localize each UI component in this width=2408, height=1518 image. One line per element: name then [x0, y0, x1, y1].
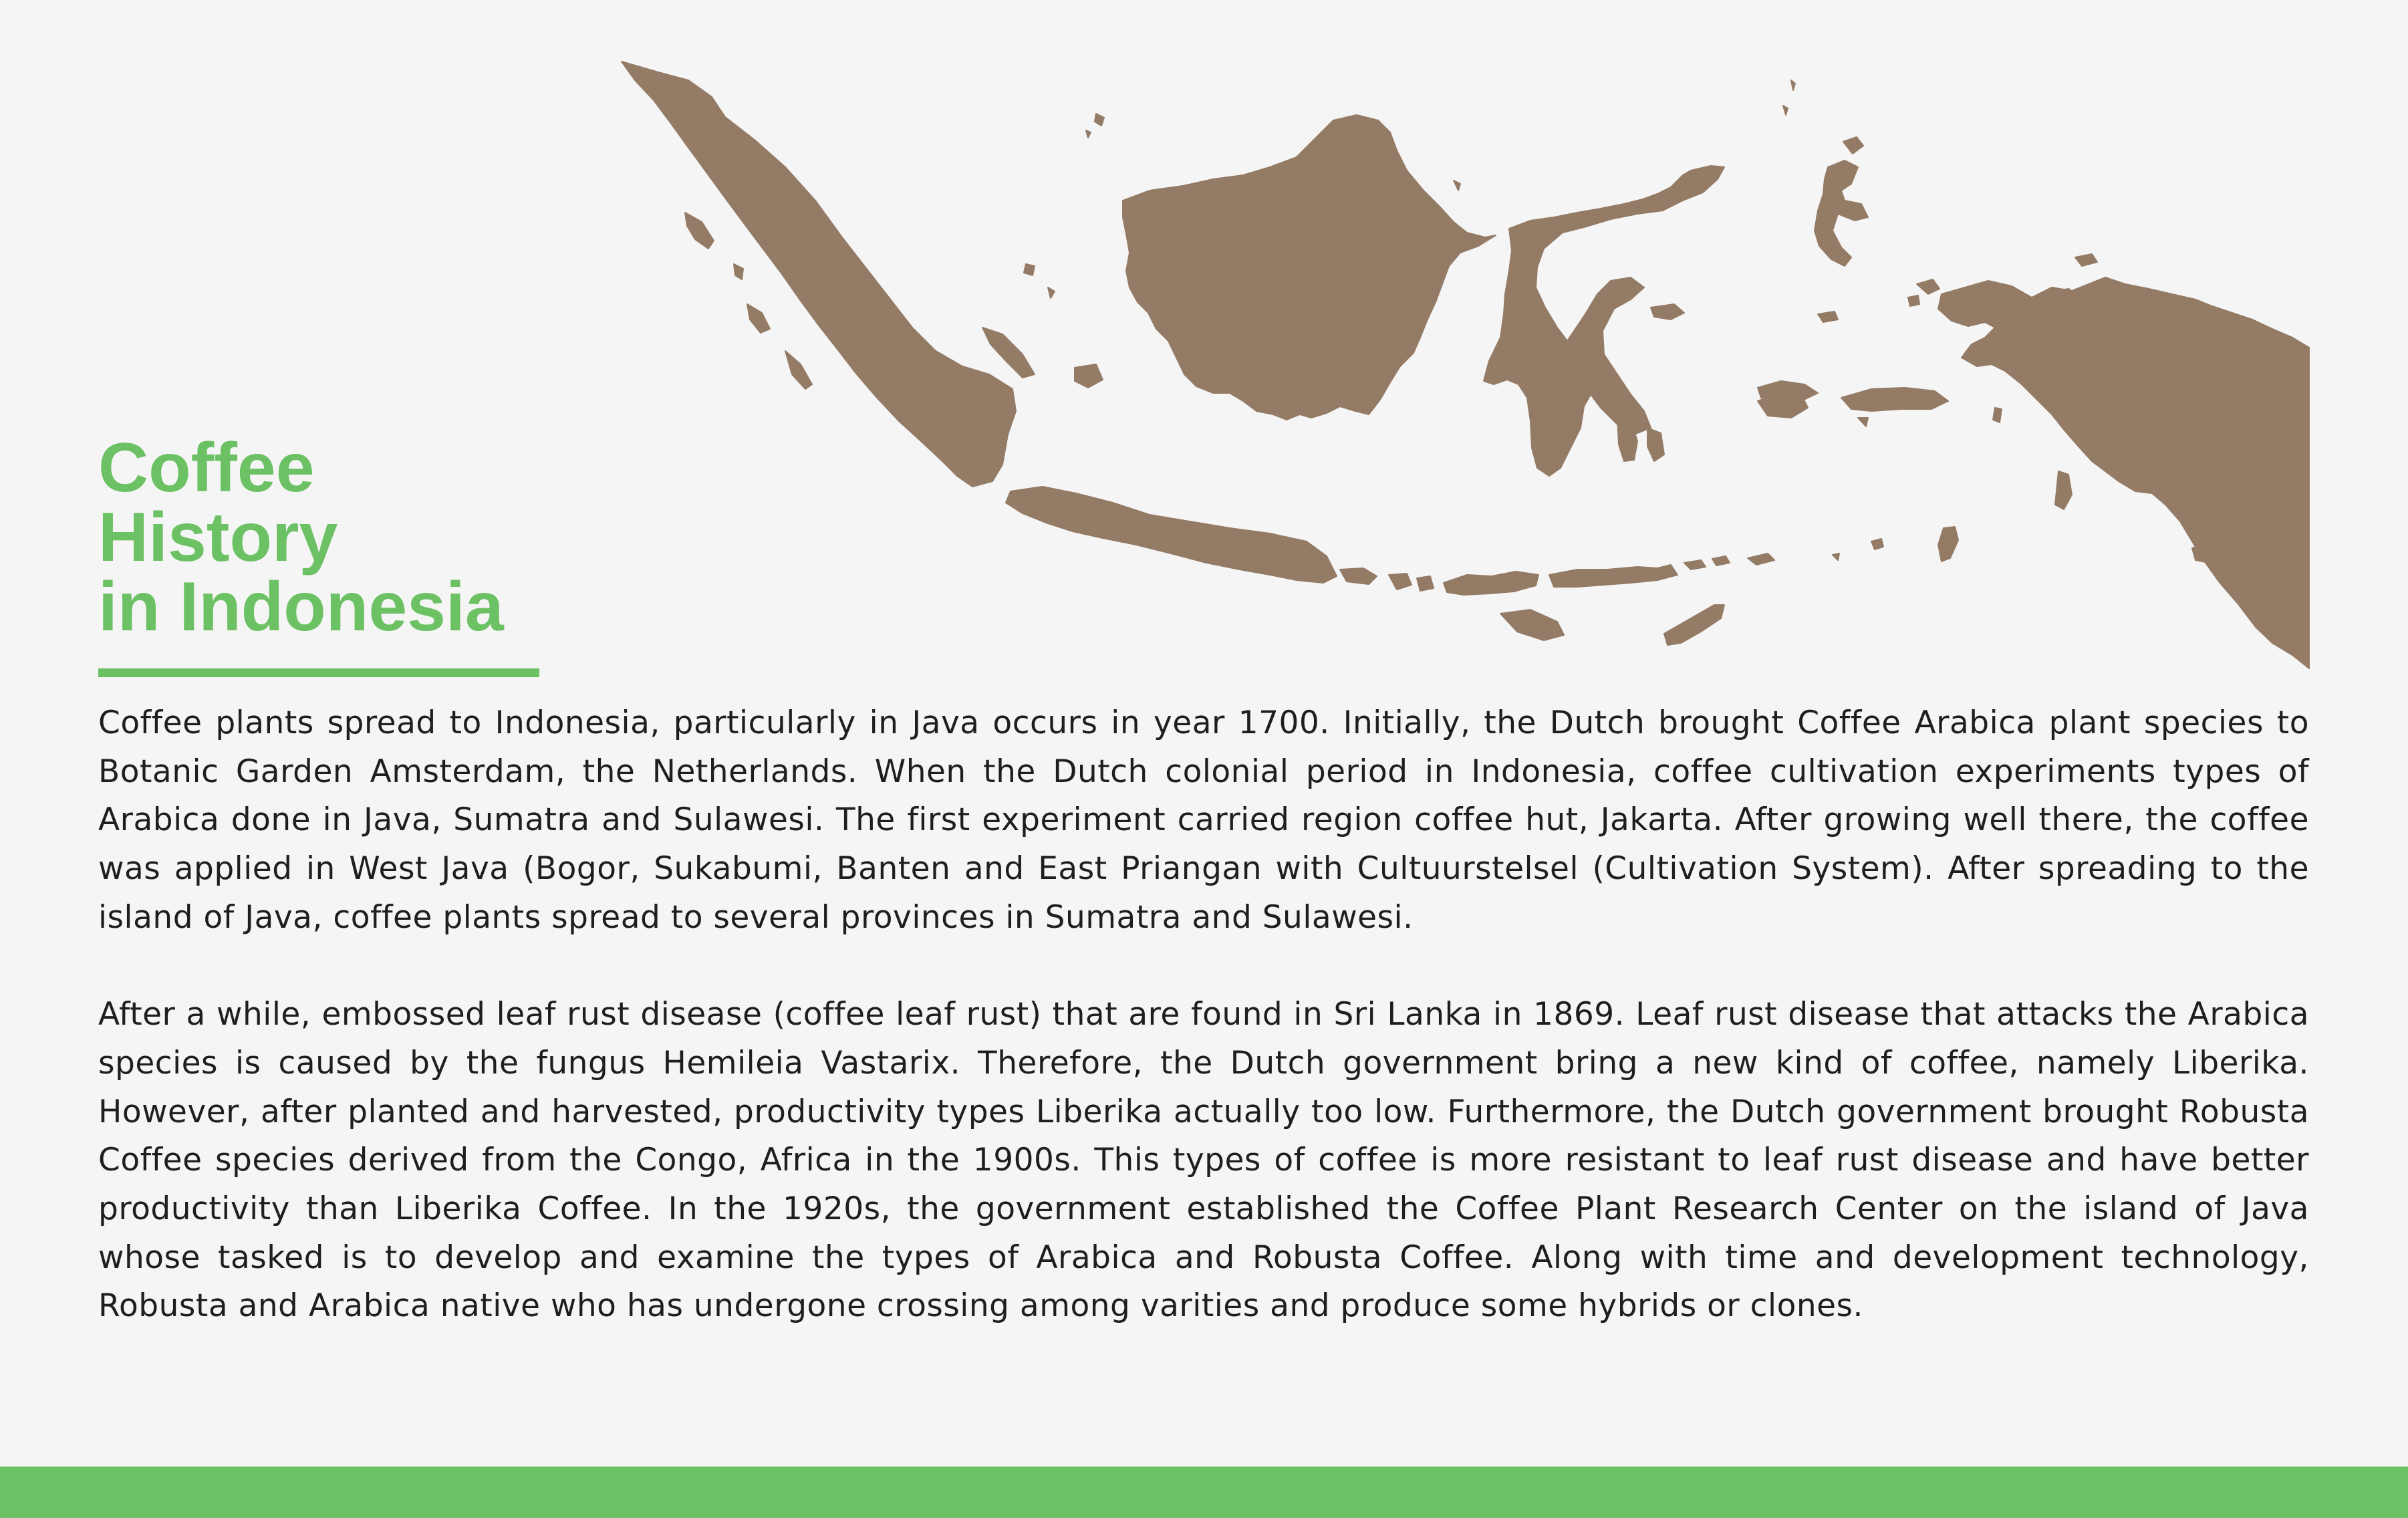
alor-islet	[1712, 556, 1730, 565]
wetar-islet	[1748, 553, 1774, 565]
halmahera-island	[1815, 160, 1868, 266]
page-title	[98, 429, 504, 646]
raja-ampat-islet	[1908, 295, 1919, 306]
alor-islet	[1684, 560, 1706, 570]
riau-islet	[1024, 264, 1035, 275]
morotai-island	[1843, 137, 1863, 154]
bali-island	[1389, 574, 1412, 590]
article-body	[98, 699, 2309, 1331]
obi-islet	[1818, 311, 1838, 322]
natuna-islet	[1095, 114, 1104, 126]
indonesia-map	[601, 53, 2319, 675]
paragraph: After a while, embossed leaf rust disease (coffee leaf rust) that are found in Sri Lanka in 1869. Leaf rust disease that attacks the Arabica species is caused by the fungus Hemileia Vastarix. Therefore, the Dutch government bring a new kind of coffee, namely Liberika. However, after planted and harvested, productivity types Liberika actually too low. Furthermore, the Dutch government brought Robusta Coffee species derived from the Congo, Africa in the 1900s. This types of coffee is more resistant to leaf rust disease and have better productivity than Liberika Coffee. In the 1920s, the government established the Coffee Plant Research Center on the island of Java whose tasked is to develop and examine the types of Arabica and Robusta Coffee. Along with time and development technology, Robusta and Arabica native who has undergone crossing among varities and produce some hybrids or clones.	[98, 996, 2309, 1325]
papua-island	[1938, 277, 2309, 668]
sumatra-west-islet	[734, 264, 743, 279]
madura-island	[1340, 568, 1377, 584]
paragraph: Coffee plants spread to Indonesia, particularly in Java occurs in year 1700. Initially, the Dutch brought Coffee Arabica plant species to Botanic Garden Amsterdam, the Netherlands. When the Dutch colonial period in Indonesia, coffee cultivation experiments types of Arabica done in Java, Sumatra and Sulawesi. The first experiment carried region coffee hut, Jakarta. After growing well there, the coffee was applied in West Java (Bogor, Sukabumi, Banten and East Priangan with Cultuurstelsel (Cultivation System). After spreading to the island of Java, coffee plants spread to several provinces in Sumatra and Sulawesi.	[98, 705, 2309, 936]
muna-island	[1647, 428, 1664, 461]
kei-islet	[1993, 408, 2002, 422]
north-sulawesi-islet	[1783, 106, 1788, 115]
raja-ampat-islet	[1917, 279, 1939, 294]
footer-bar	[0, 1467, 2408, 1518]
ambon-islet	[1858, 418, 1868, 426]
sumatra-west-islet	[785, 351, 812, 389]
babar-islet	[1871, 539, 1883, 549]
sumbawa-island	[1444, 572, 1539, 595]
riau-islet	[1048, 287, 1055, 298]
tanimbar-island	[1938, 527, 1958, 561]
java-island	[1006, 487, 1337, 583]
title-underline	[98, 668, 539, 677]
biak-islet	[2075, 254, 2097, 266]
southwest-islet	[1833, 553, 1839, 560]
sumatra-west-islet	[747, 304, 770, 333]
timor-island	[1664, 605, 1724, 645]
natuna-islet	[1086, 130, 1091, 138]
banggai-islet	[1651, 304, 1684, 320]
lombok-island	[1417, 576, 1434, 591]
title-line: in Indonesia	[98, 568, 504, 646]
title-line: Coffee	[98, 429, 315, 507]
aru-islands	[2055, 471, 2072, 509]
seram-island	[1841, 388, 1948, 411]
sumatra-west-islet	[685, 213, 714, 249]
belitung-island	[1075, 364, 1103, 388]
sumatra-island	[622, 61, 1016, 487]
sulawesi-island	[1484, 166, 1724, 476]
kalimantan-island	[1123, 115, 1496, 420]
flores-island	[1549, 565, 1678, 587]
title-line: History	[98, 499, 338, 576]
sumba-island	[1500, 610, 1564, 640]
north-sulawesi-islet	[1791, 80, 1795, 90]
bangka-island	[982, 328, 1035, 378]
borneo-east-islet	[1454, 180, 1460, 191]
